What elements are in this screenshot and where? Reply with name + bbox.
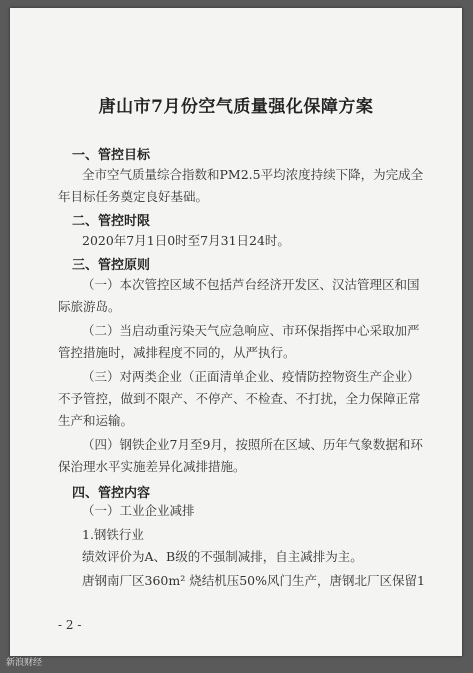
section-1-text: 全市空气质量综合指数和PM2.5平均浓度持续下降，为完成全年目标任务奠定良好基础。 (58, 167, 424, 204)
section-4-subheading: （一）工业企业减排 (82, 503, 195, 518)
section-3-paragraph-1: （一）本次管控区域不包括芦台经济开发区、汉沽管理区和国际旅游岛。 (58, 277, 420, 314)
section-3-paragraph-3: （三）对两类企业（正面清单企业、疫情防控物资生产企业）不予管控，做到不限产、不停产、不检查、不打扰，全力保障正常生产和运输。 (58, 369, 421, 428)
section-4-heading: 四、管控内容 (72, 486, 151, 501)
section-2-text: 2020年7月1日0时至7月31日24时。 (82, 233, 290, 248)
page-number: - 2 - (58, 618, 82, 632)
section-3-heading: 三、管控原则 (72, 258, 151, 273)
section-3-paragraph-2: （二）当启动重污染天气应急响应、市环保指挥中心采取加严管控措施时，减排程度不同的，从严执行。 (58, 323, 420, 360)
section-1-heading: 一、管控目标 (72, 148, 151, 163)
section-4-item-1-text-2: 唐钢南厂区360m² 烧结机压50%风门生产，唐钢北厂区保留1 (82, 573, 425, 588)
document-page (10, 8, 462, 656)
section-3-paragraph-4: （四）钢铁企业7月至9月，按照所在区域、历年气象数据和环保治理水平实施差异化减排措施。 (58, 437, 423, 474)
section-2-heading: 二、管控时限 (72, 214, 151, 229)
section-4-item-1: 1.钢铁行业 (82, 527, 144, 542)
document-title: 唐山市7月份空气质量强化保障方案 (98, 97, 374, 117)
watermark-logo: 新浪财经 (6, 658, 43, 668)
section-4-item-1-text: 绩效评价为A、B级的不强制减排，自主减排为主。 (82, 549, 363, 564)
